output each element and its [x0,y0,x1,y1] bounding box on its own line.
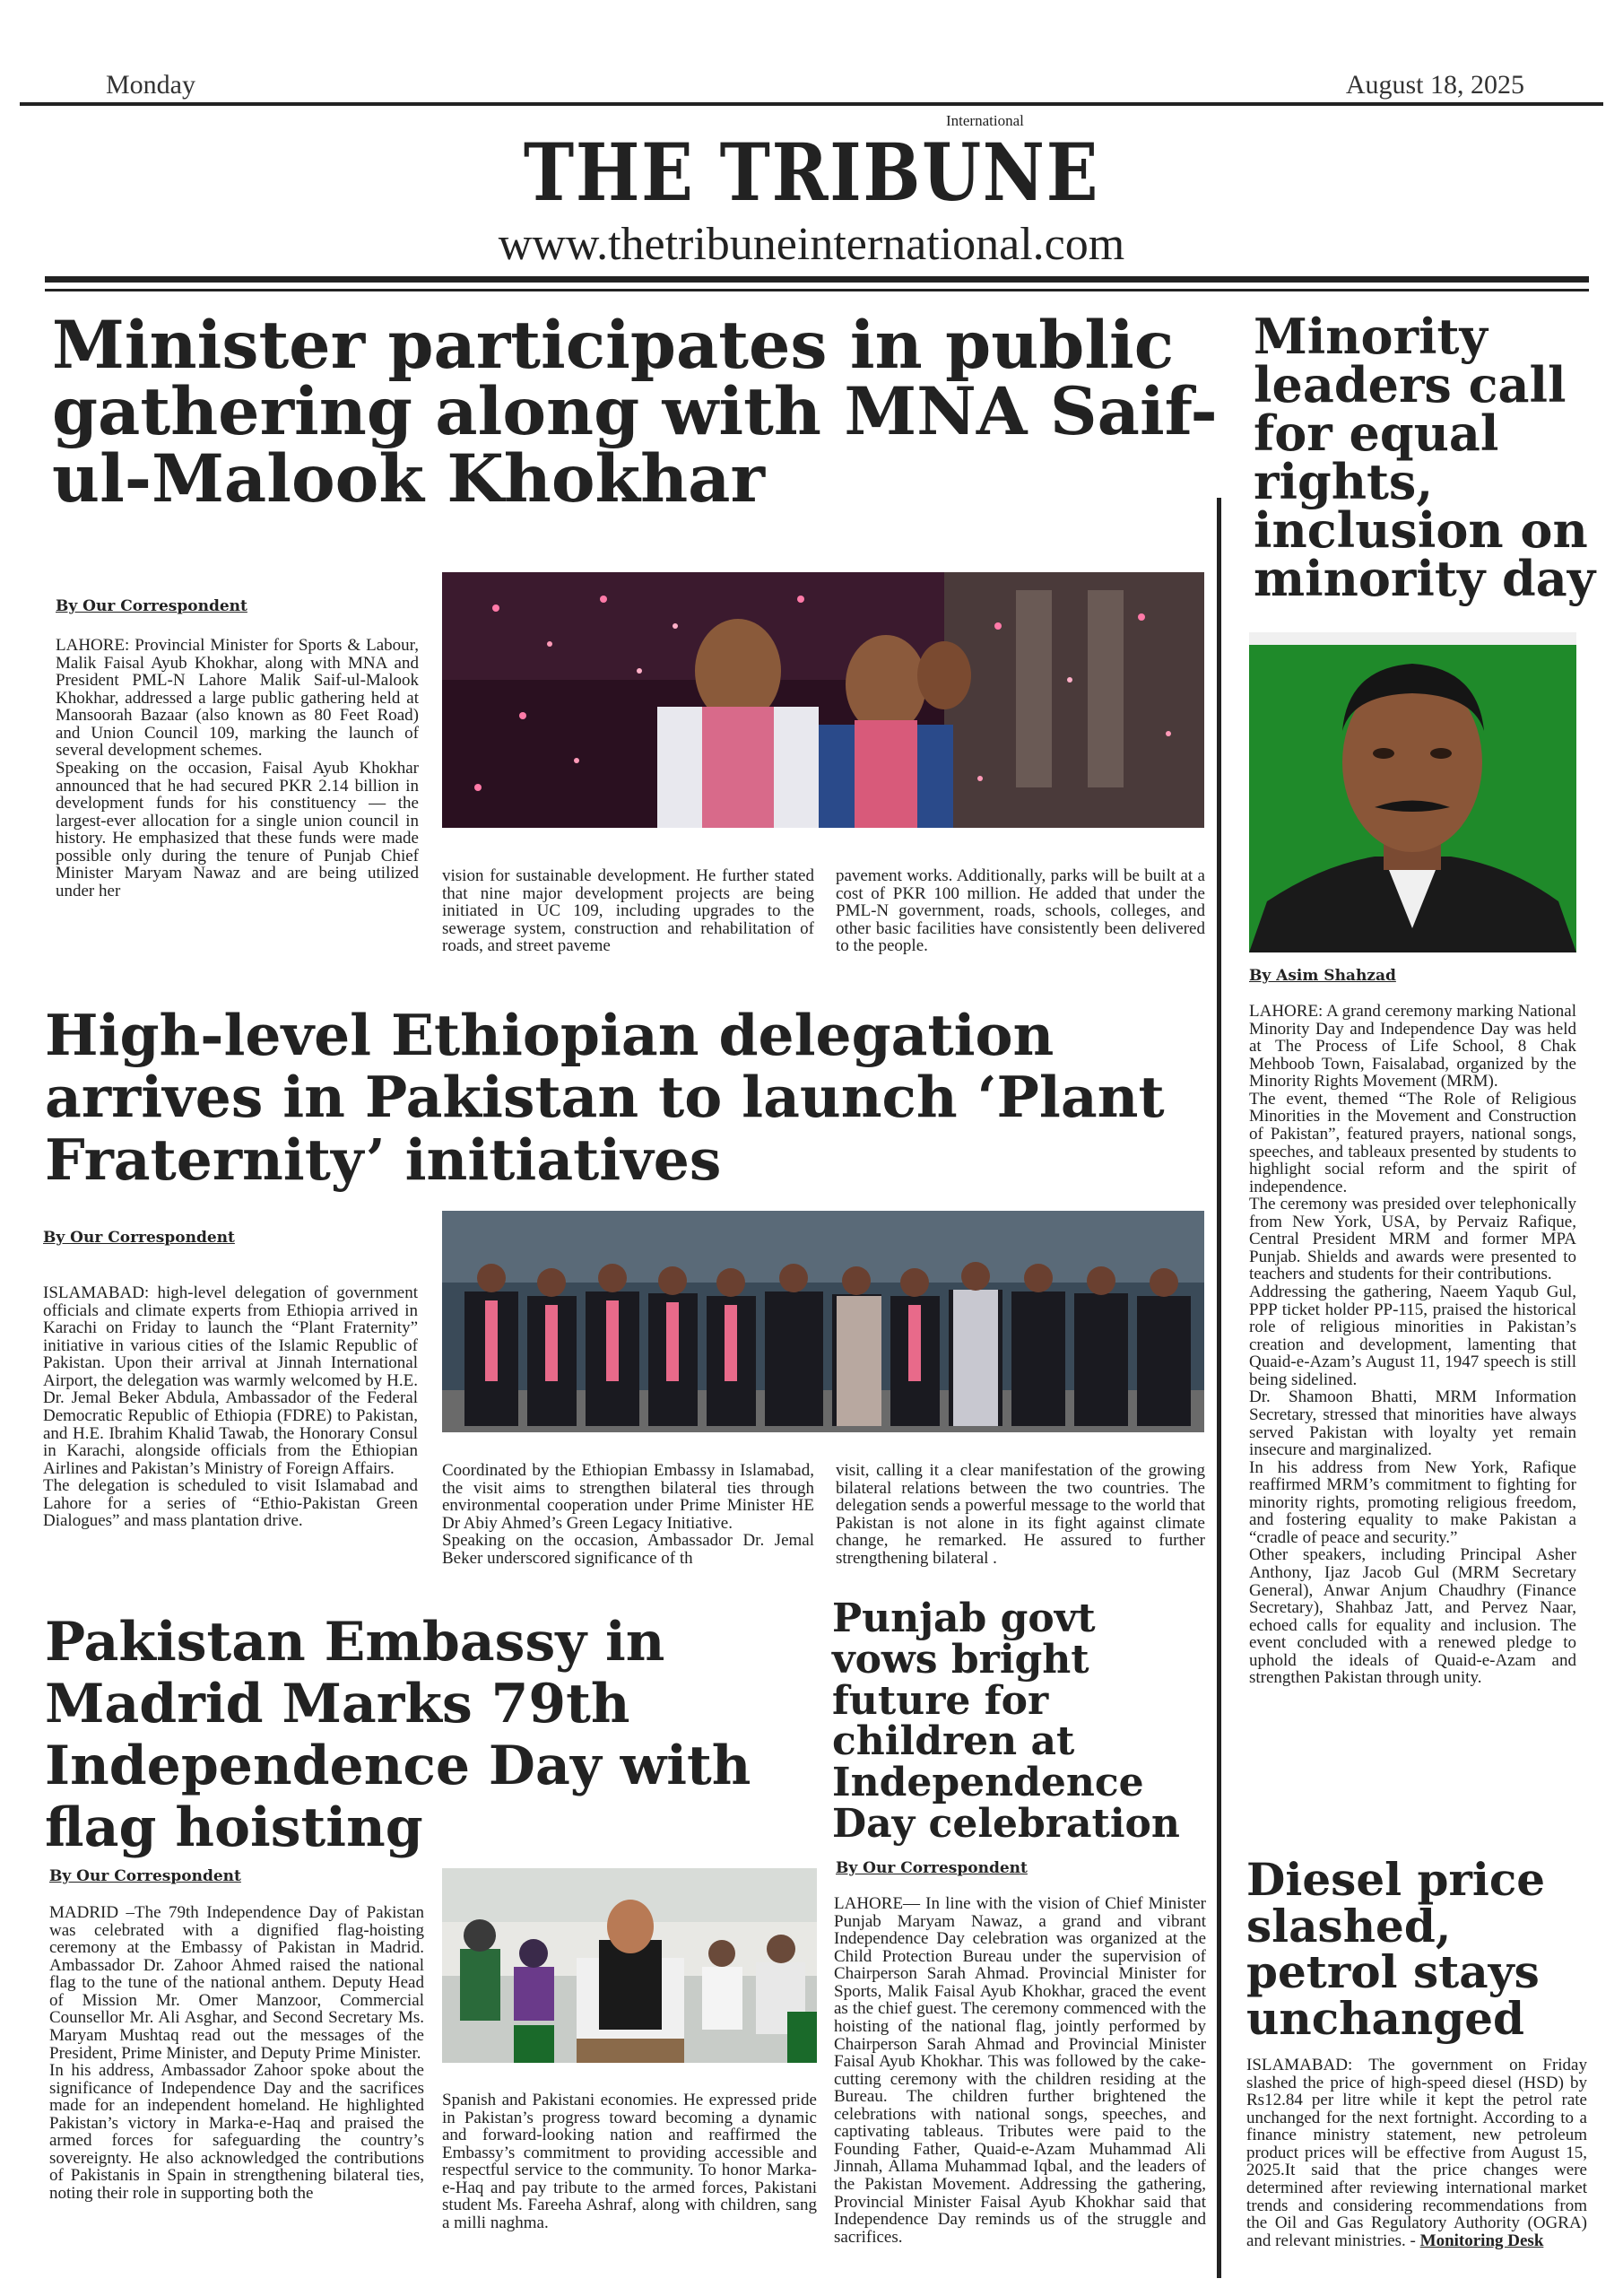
article3-col1-para2: In his address, Ambassador Zahoor spoke about the significance of Independence Day and the sacrifices made for an independent homeland. He highlighted Pakistan’s victory in Marka-e-Haq and praised the armed forces for safeguarding the country’s sovereignty. He also acknowledged the contributions of Pakistanis in Spain in strengthening bilateral ties, noting their role in supporting both the [49,2061,424,2203]
article2-col2 [442,1462,814,1567]
article5-para7: Other speakers, including Principal Asher Anthony, Ijaz Jacob Gul (MRM Secretary General), Anwar Anjum Chaudhry (Finance Secretary), Shahbaz Jatt, and Pervez Naar, echoed calls for equality and inclusion. The event concluded with a renewed pledge to uphold the ideals of Quaid-e-Azam and strengthen Pakistan through unity. [1249,1545,1576,1688]
masthead-rule-2 [45,289,1589,291]
article2-col1-para1: ISLAMABAD: high-level delegation of government officials and climate experts from Ethiopia arrived in Karachi on Friday to launch the “Plant Fraternity” initiative in various cities of the Islamic Republic of Pakistan. Upon their arrival at Jinnah International Airport, the delegation was warmly welcomed by H.E. Dr. Jemal Beker Abdula, Ambassador of the Federal Democratic Republic of Ethiopia (FDRE) to Pakistan, and H.E. Ibrahim Khalid Tawab, the Honorary Consul in Karachi, alongside officials from the Ethiopian Airlines and Pakistan’s Ministry of Foreign Affairs. [43,1283,418,1478]
article3-byline: By Our Correspondent [49,1867,241,1885]
masthead-rule-1 [45,276,1589,283]
article5-para5: Dr. Shamoon Bhatti, MRM Information Secretary, stressed that minorities have always served Pakistan with loyalty yet remain insecure and marginalized. [1249,1387,1576,1460]
article3-headline: Pakistan Embassy in Madrid Marks 79th Independence Day with flag hoisting [45,1611,751,1859]
article1-byline: By Our Correspondent [56,597,247,615]
article5-para2: The event, themed “The Role of Religious Minorities in the Movement and Construction of Pakistan”, featured prayers, national songs, speeches, and tableaux presented by students to highlight social reform and the spirit of independence. [1249,1089,1576,1196]
article5-portrait [1249,632,1576,952]
article1-headline: Minister participates in public gathering along with MNA Saif-ul-Malook Khokhar [52,307,1218,517]
article5-headline: Minority leaders call for equal rights, inclusion on minority day [1254,308,1596,607]
article2-byline: By Our Correspondent [43,1229,235,1247]
article1-col1-para1: LAHORE: Provincial Minister for Sports & Labour, Malik Faisal Ayub Khokhar, along with MNA and President PML-N Lahore Malik Saif-ul-Malook Khokhar, addressed a large public gathering held at Mansoorah Bazaar (also known as 80 Feet Road) and Union Council 109, marking the launch of several development schemes. [56,636,419,761]
masthead-day: Monday [106,70,195,100]
article6-headline: Diesel price slashed, petrol stays unchanged [1246,1853,1546,2045]
article5-para6: In his address from New York, Rafique reaffirmed MRM’s commitment to fighting for minority rights, promoting religious freedom, and fostering equality to make Pakistan a “cradle of peace and security.” [1249,1457,1576,1547]
masthead-top-rule [20,102,1603,106]
masthead-date: August 18, 2025 [1345,70,1524,100]
article2-col2-para1: Coordinated by the Ethiopian Embassy in Islamabad, the visit aims to strengthen bilateral ties through environmental cooperation under Prime Minister HE Dr Abiy Ahmed’s Green Legacy Initiative. [442,1461,814,1533]
article1-photo [442,572,1204,828]
article6-signoff: Monitoring Desk [1419,2231,1544,2250]
article5-para1: LAHORE: A grand ceremony marking National Minority Day and Independence Day was held at The Process of Life School, 8 Chak Mehboob Town, Faisalabad, organized by the Minority Rights Movement (MRM). [1249,1002,1576,1091]
masthead-title: THE TRIBUNE [523,126,1100,219]
article3-col1 [49,1904,424,2203]
article3-col2: Spanish and Pakistani economies. He expressed pride in Pakistan’s progress toward becoming a dynamic and forward-looking nation and reaffirmed the Embassy’s commitment to providing accessible and respectful service to the community. To honor Marka-e-Haq and pay tribute to the armed forces, Pakistani student Ms. Fareeha Ashraf, along with children, sang a milli naghma. [442,2091,817,2232]
article2-photo [442,1211,1204,1432]
article4-body: LAHORE— In line with the vision of Chief Minister Punjab Maryam Nawaz, a grand and vibrant Independence Day celebration was organized at the Child Protection Bureau under the supervision of Chairperson Sarah Ahmad. Provincial Minister for Sports, Malik Faisal Ayub Khokhar, graced the event as the chief guest. The ceremony commenced with the hoisting of the national flag, jointly performed by Chairperson Sarah Ahmad and Provincial Minister Faisal Ayub Khokhar. This was followed by the cake-cutting ceremony with the children residing at the Bureau. The children further brightened the celebrations with national songs, speeches, and captivating tableaus. Tributes were paid to the Founding Father, Quaid-e-Azam Muhammad Ali Jinnah, Allama Muhammad Iqbal, and the leaders of the Pakistan Movement. Addressing the gathering, Provincial Minister Faisal Ayub Khokhar said that Independence Day reminds us of the struggle and sacrifices. [834,1894,1206,2247]
article2-col1 [43,1284,418,1530]
article1-col1-para2: Speaking on the occasion, Faisal Ayub Khokhar announced that he had secured PKR 2.14 billion in development funds for his constituency — the largest-ever allocation for a single union council in history. He emphasized that these funds were made possible only during the tenure of Punjab Chief Minister Maryam Nawaz and are being utilized under her [56,758,419,900]
article5-byline: By Asim Shahzad [1249,967,1396,985]
article3-col1-para1: MADRID –The 79th Independence Day of Pakistan was celebrated with a dignified flag-hoisting ceremony at the Embassy of Pakistan in Madrid. Ambassador Dr. Zahoor Ahmed raised the national flag to the tune of the national anthem. Deputy Head of Mission Mr. Omer Manzoor, Commercial Counsellor Mr. Ali Asghar, and Second Secretary Ms. Maryam Mushtaq read out the messages of the President, Prime Minister, and Deputy Prime Minister. [49,1903,424,2063]
article6-text: ISLAMABAD: The government on Friday slashed the price of high-speed diesel (HSD) by Rs12.84 per litre while it kept the petrol rate unchanged for the next fortnight. According to a finance ministry statement, new petroleum product prices will be effective from August 15, 2025.It said that the price changes were determined after reviewing international market trends and considering recommendations from the Oil and Gas Regulatory Authority (OGRA) and relevant ministries. - [1246,2056,1587,2250]
article2-headline: High-level Ethiopian delegation arrives in Pakistan to launch ‘Plant Fraternity’ initiatives [45,1002,1165,1193]
article6-body [1246,2057,1587,2249]
article5-para3: The ceremony was presided over telephonically from New York, USA, by Pervaiz Rafique, Central President MRM and former MPA Punjab. Shields and awards were presented to teachers and students for their contributions. [1249,1195,1576,1284]
article1-col3: pavement works. Additionally, parks will be built at a cost of PKR 100 million. He added that under the PML-N government, roads, schools, colleges, and other basic facilities have consistently been delivered to the people. [836,866,1205,956]
article2-col2-para2: Speaking on the occasion, Ambassador Dr. Jemal Beker underscored significance of th [442,1531,814,1568]
article4-byline: By Our Correspondent [836,1859,1028,1877]
article4-headline: Punjab govt vows bright future for children at Independence Day celebration [832,1596,1180,1847]
article1-col1 [56,637,419,900]
masthead-international: International [946,112,1024,129]
article1-col2: vision for sustainable development. He further stated that nine major development projects are being initiated in UC 109, including upgrades to the sewerage system, construction and rehabilitation of roads, and street paveme [442,866,814,956]
article5-body [1249,1003,1576,1687]
column-divider [1217,498,1221,2278]
article3-photo [442,1868,817,2063]
article2-col3: visit, calling it a clear manifestation of the growing bilateral relations between the two countries. The delegation sends a powerful message to the world that Pakistan is not alone in its fight against climate change, he remarked. He assured to further strengthening bilateral . [836,1461,1205,1568]
masthead-url: www.thetribuneinternational.com [498,219,1125,270]
article5-para4: Addressing the gathering, Naeem Yaqub Gul, PPP ticket holder PP-115, praised the historical role of religious minorities in Pakistan’s creation and development, lamenting that Quaid-e-Azam’s August 11, 1947 speech is still being sidelined. [1249,1283,1576,1389]
article2-col1-para2: The delegation is scheduled to visit Islamabad and Lahore for a series of “Ethio-Pakistan Green Dialogues” and mass plantation drive. [43,1476,418,1531]
